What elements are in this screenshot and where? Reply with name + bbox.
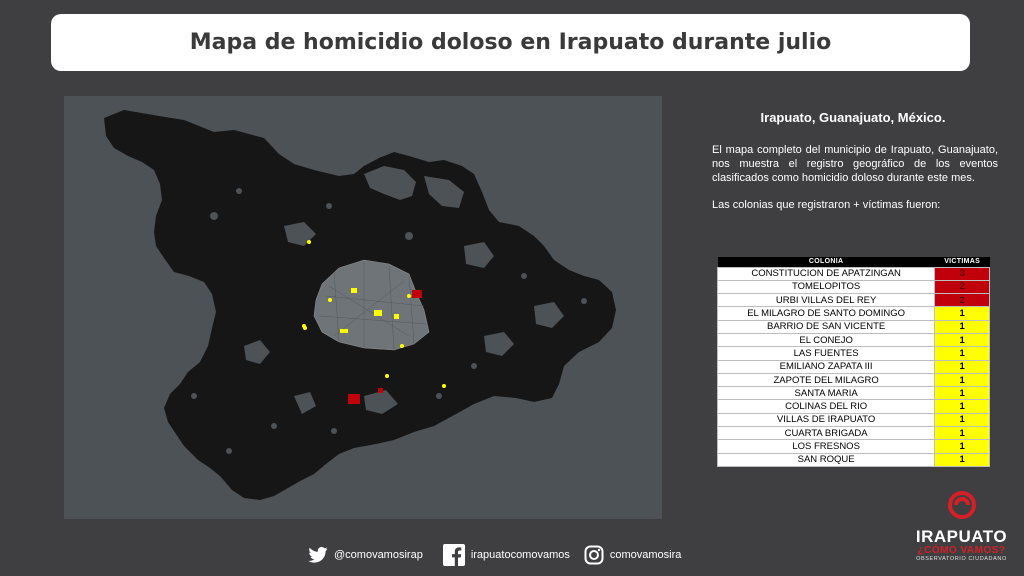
observatory-logo: [909, 490, 1014, 570]
colonia-cell: SAN ROQUE: [718, 453, 935, 466]
colonia-cell: CONSTITUCION DE APATZINGAN: [718, 267, 935, 280]
colonia-cell: ZAPOTE DEL MILAGRO: [718, 373, 935, 386]
victimas-cell: 2: [935, 280, 990, 293]
table-row: [718, 347, 990, 360]
event-marker: [340, 329, 348, 333]
table-row: [718, 320, 990, 333]
info-heading: Irapuato, Guanajuato, México.: [760, 110, 946, 125]
table-row: [718, 387, 990, 400]
table-row: [718, 453, 990, 466]
header-colonia: COLONIA: [718, 257, 935, 267]
event-marker: [442, 384, 446, 388]
facebook-handle: irapuatocomovamos: [470, 549, 570, 561]
event-marker: [407, 294, 411, 298]
table-row: [718, 413, 990, 426]
twitter-handle: @comovamosirap: [334, 549, 423, 561]
title-bar: [51, 14, 970, 71]
colonia-cell: EL CONEJO: [718, 333, 935, 346]
colonia-cell: LOS FRESNOS: [718, 440, 935, 453]
victimas-cell: 1: [935, 413, 990, 426]
facebook-link[interactable]: [443, 544, 570, 566]
instagram-link[interactable]: [584, 545, 682, 565]
victimas-cell: 1: [935, 453, 990, 466]
victimas-cell: 3: [935, 267, 990, 280]
victimas-cell: 1: [935, 360, 990, 373]
event-marker-high: [412, 290, 422, 298]
table-row: [718, 294, 990, 307]
table-row: [718, 400, 990, 413]
event-marker-high: [378, 388, 383, 393]
colonia-cell: LAS FUENTES: [718, 347, 935, 360]
facebook-icon: [443, 544, 465, 566]
victimas-cell: 1: [935, 320, 990, 333]
twitter-link[interactable]: [308, 547, 423, 563]
table-row: [718, 280, 990, 293]
victims-table: [717, 257, 990, 467]
event-marker: [385, 374, 389, 378]
table-row: [718, 307, 990, 320]
event-marker-high: [348, 394, 360, 404]
table-row: [718, 267, 990, 280]
instagram-icon: [584, 545, 604, 565]
colonia-cell: CUARTA BRIGADA: [718, 427, 935, 440]
logo-line2: ¿CÓMO VAMOS?: [917, 545, 1006, 556]
event-marker: [400, 344, 404, 348]
colonia-cell: TOMELOPITOS: [718, 280, 935, 293]
map-panel: [64, 96, 662, 519]
instagram-handle: comovamosira: [609, 549, 682, 561]
info-subheading: Las colonias que registraron + víctimas fueron:: [712, 199, 941, 211]
victimas-cell: 1: [935, 427, 990, 440]
victimas-cell: 1: [935, 347, 990, 360]
info-panel: [708, 110, 998, 211]
event-marker: [328, 298, 332, 302]
colonia-cell: URBI VILLAS DEL REY: [718, 294, 935, 307]
event-marker: [303, 326, 307, 330]
logo-line1: IRAPUATO: [915, 527, 1008, 546]
table-row: [718, 427, 990, 440]
colonia-cell: COLINAS DEL RIO: [718, 400, 935, 413]
victimas-cell: 1: [935, 400, 990, 413]
victimas-cell: 1: [935, 307, 990, 320]
table-row: [718, 440, 990, 453]
colonia-cell: EMILIANO ZAPATA III: [718, 360, 935, 373]
page-title: Mapa de homicidio doloso en Irapuato durante julio: [189, 30, 832, 55]
victimas-cell: 1: [935, 387, 990, 400]
colonia-cell: VILLAS DE IRAPUATO: [718, 413, 935, 426]
table-row: [718, 360, 990, 373]
municipality-map: [64, 96, 662, 519]
colonia-cell: SANTA MARIA: [718, 387, 935, 400]
twitter-icon: [308, 547, 328, 563]
header-victimas: VICTIMAS: [935, 257, 990, 267]
event-marker: [374, 310, 382, 316]
victimas-cell: 2: [935, 294, 990, 307]
colonia-cell: EL MILAGRO DE SANTO DOMINGO: [718, 307, 935, 320]
table-row: [718, 333, 990, 346]
logo-line3: OBSERVATORIO CIUDADANO: [916, 556, 1007, 562]
victimas-cell: 1: [935, 373, 990, 386]
victimas-cell: 1: [935, 440, 990, 453]
victims-table-wrap: [717, 257, 990, 467]
footer: [308, 541, 695, 569]
event-marker: [307, 240, 311, 244]
info-description: El mapa completo del municipio de Irapuato, Guanajuato, nos muestra el registro geográfico de los eventos clasificados como homicidio doloso durante este mes.: [712, 144, 998, 184]
colonia-cell: BARRIO DE SAN VICENTE: [718, 320, 935, 333]
victimas-cell: 1: [935, 333, 990, 346]
event-marker: [351, 288, 357, 293]
logo-emblem-icon: [947, 490, 977, 520]
table-row: [718, 373, 990, 386]
event-marker: [394, 314, 399, 319]
